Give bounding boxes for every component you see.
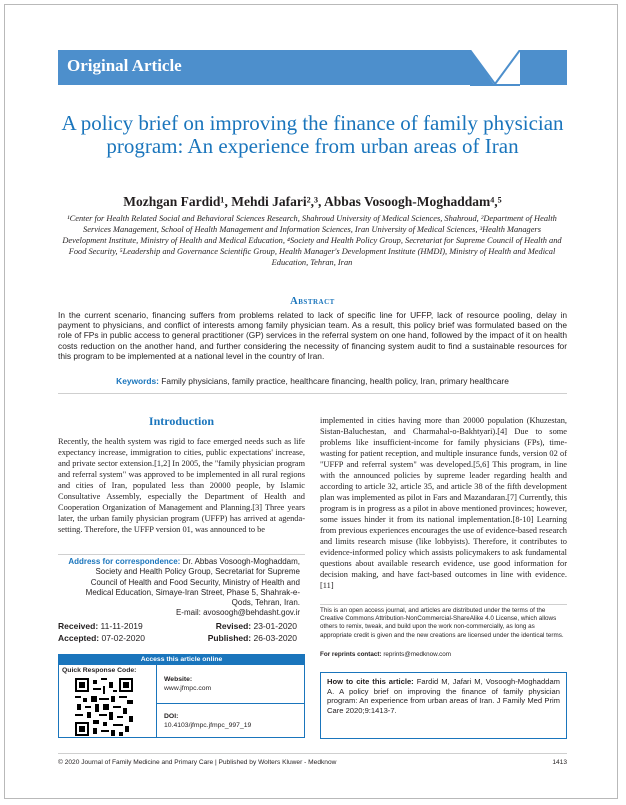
introduction-left-column: Recently, the health system was rigid to face emerged needs such as life expectancy increase, immigration to cities, public expectations' increase, and private sector extension.[1,2] In 2005, the "family physician program and referral system" was approved to be implemented in all rural regions and cities of Iran, populated less than 20000 people, by Islamic Consultative Assembly, especially the Department of Health and Cooperation Organization of Management and Planning.[3] Three years later, the urban family physician program (UFFP) has arrived at agenda-setting. Therefore, the UFFP version 01, was announced to be xyxy=(58,437,305,534)
doi-label: DOI: xyxy=(164,713,179,720)
license-divider xyxy=(320,604,567,605)
doi-block xyxy=(164,712,251,730)
access-hr xyxy=(157,703,304,704)
citation-label: How to cite this article: xyxy=(327,677,414,686)
footer-divider xyxy=(58,753,567,754)
citation-text: Fardid M, Jafari M, Vosoogh-Moghaddam A. A policy brief on improving the finance of family physician program: An experience from urban areas of Iran. J Family Med Prim Care 2020;9:1413-7. xyxy=(327,677,560,715)
published-label: Published: xyxy=(207,633,252,643)
article-dates xyxy=(58,620,305,644)
page-footer xyxy=(58,759,567,766)
qr-label: Quick Response Code: xyxy=(62,667,137,674)
access-divider xyxy=(156,665,157,737)
revised-label: Revised: xyxy=(215,621,252,631)
published-date: 26-03-2020 xyxy=(253,633,297,643)
doi-link[interactable]: 10.4103/jfmpc.jfmpc_997_19 xyxy=(164,722,252,729)
divider xyxy=(58,393,567,394)
website-link[interactable]: www.jfmpc.com xyxy=(164,685,212,692)
affiliations: ¹Center for Health Related Social and Behavioral Sciences Research, Shahroud University of Medical Sciences, Shahroud, ²Department of Health Services Management, School of Health Management and Information Sciences, Iran University of Medical Sciences, ³Health Managers Development Institute, Ministry of Health and Medical Education, ⁴Society and Health Policy Group, Secretariat for Supreme Council of Health and Food Security, ⁵Leadership and Governance Scientific Group, Health Manager's Development Institute (HMDI), Ministry of Health and Medical Education, Tehran, Iran xyxy=(62,214,562,267)
author-list: Mozhgan Fardid¹, Mehdi Jafari²,³, Abbas Vosoogh-Moghaddam⁴,⁵ xyxy=(123,194,502,209)
abstract-text: In the current scenario, financing suffers from problems related to lack of specific line for UFFP, lack of resource pooling, delay in payment to physicians, and conflict of interests among family physician team. As a result, this policy brief was formulated based on the role of FPs in public access to general practitioner (GP) services in the referral system on one hand, followed by the impact of it on health costs reduction on the another hand, and further considering the necessity of financing system audit to find a sustainable resources for this program to be implemented at a national level in the country of Iran. xyxy=(58,310,567,361)
reprints-line xyxy=(320,651,451,658)
abstract-heading: Abstract xyxy=(290,296,335,307)
reprints-label: For reprints contact: xyxy=(320,651,382,658)
keywords-text: Family physicians, family practice, healthcare financing, health policy, Iran, primary healthcare xyxy=(161,376,509,386)
article-type-label: Original Article xyxy=(67,56,182,75)
website-label: Website: xyxy=(164,676,193,683)
introduction-heading: Introduction xyxy=(148,414,215,428)
correspondence-email[interactable]: E-mail: avosoogh@behdasht.gov.ir xyxy=(175,608,300,618)
license-text: This is an open access journal, and articles are distributed under the terms of the Creative Commons Attribution-NonCommercial-ShareAlike 4.0 License, which allows others to remix, tweak, and build upon the work non-commercially, as long as appropriate credit is given and the new creations are licensed under the identical terms. xyxy=(320,607,564,639)
citation-box xyxy=(320,672,567,739)
accepted-date: 07-02-2020 xyxy=(101,633,145,643)
keywords-label: Keywords: xyxy=(116,376,159,386)
revised-date: 23-01-2020 xyxy=(253,621,297,631)
received-label: Received: xyxy=(58,621,99,631)
received-date: 11-11-2019 xyxy=(100,621,143,631)
correspondence-block xyxy=(68,557,300,619)
keywords-line xyxy=(58,376,567,386)
page-number: 1413 xyxy=(552,759,567,766)
access-online-box xyxy=(58,654,305,738)
reprints-email[interactable]: reprints@medknow.com xyxy=(383,651,451,658)
website-block xyxy=(164,675,211,693)
article-title: A policy brief on improving the finance of family physician program: An experience from urban areas of Iran xyxy=(61,111,564,158)
correspondence-label: Address for correspondence: xyxy=(68,557,181,566)
accepted-label: Accepted: xyxy=(58,633,100,643)
band-notch-decoration xyxy=(470,50,520,86)
correspondence-text: Dr. Abbas Vosoogh-Moghaddam, Society and Health Policy Group, Secretariat for Supreme Council of Health and Food Security, Ministry of Health and Medical Education, Simaye-Iran Street, Phase 5, Shahrak-e-Qods, Tehran, Iran. xyxy=(85,557,300,608)
introduction-right-column: implemented in cities having more than 20000 population (Khuzestan, Sistan-Baluchestan, and Charmahal-o-Bakhtyari).[4] Due to some problems like insufficient-income for family physicians (FPs), time-wasting for patient reception, and multiple insurance funds, version 02 of "UFFP and referral system" was developed.[5,6] This program, in line with the announced policies by supreme leader regarding health and according to article 32, article 35, and article 38 of the fifth development plan was implemented as pilot in Fars and Mazandaran.[7] Currently, this program is in progress as a pilot in above mentioned provinces; however, some issues hinder it from its national implementation.[8-10] Learning from previous experiences encourages the use of evidence-based research and limits research misuse (like lobbyists). Therefore, it contributes to evidence-informed policy which assists policymakers to ask fundamental questions about available research evidence, use good information for decision making, and have fact-based outcomes in line with evidence.[11] xyxy=(320,416,567,590)
qr-code-icon[interactable] xyxy=(75,678,133,736)
footer-copyright: © 2020 Journal of Family Medicine and Primary Care | Published by Wolters Kluwer - Medknow xyxy=(58,759,337,766)
access-online-bar: Access this article online xyxy=(59,655,304,665)
